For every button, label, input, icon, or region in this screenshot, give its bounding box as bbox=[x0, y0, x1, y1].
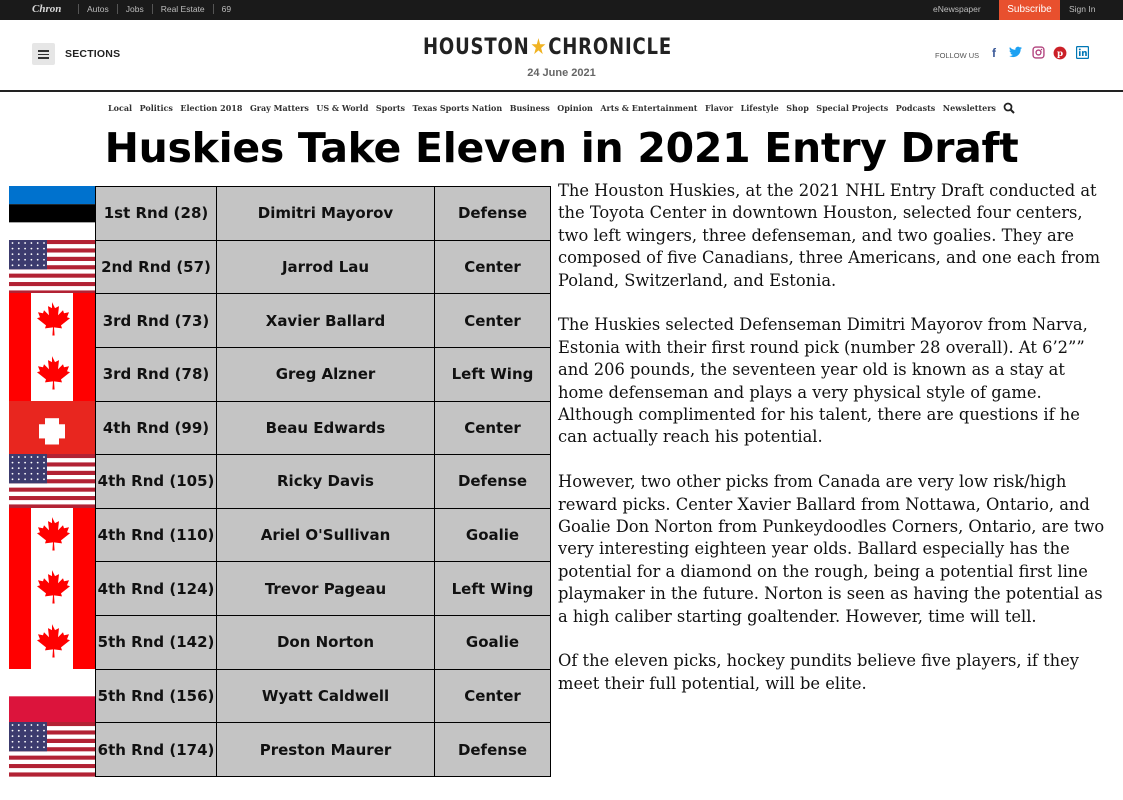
player-position: Defense bbox=[434, 722, 551, 777]
player-position: Defense bbox=[434, 186, 551, 241]
pick-round: 3rd Rnd (73) bbox=[95, 293, 217, 348]
table-row bbox=[9, 240, 551, 295]
linkedin-icon[interactable] bbox=[1075, 46, 1089, 60]
pick-round: 5th Rnd (142) bbox=[95, 615, 217, 670]
subscribe-button[interactable]: Subscribe bbox=[999, 0, 1060, 20]
canada-flag-icon bbox=[9, 293, 95, 348]
twitter-icon[interactable] bbox=[1008, 46, 1022, 60]
player-name: Preston Maurer bbox=[216, 722, 435, 777]
player-position: Left Wing bbox=[434, 561, 551, 616]
poland-flag-icon bbox=[9, 669, 95, 724]
usa-flag-icon bbox=[9, 240, 95, 295]
table-row bbox=[9, 401, 551, 456]
nav-item-shop[interactable]: Shop bbox=[786, 103, 809, 113]
player-name: Ariel O'Sullivan bbox=[216, 508, 435, 563]
table-row bbox=[9, 722, 551, 777]
nav-item-business[interactable]: Business bbox=[509, 103, 550, 113]
nav-item-arts-entertainment[interactable]: Arts & Entertainment bbox=[600, 103, 698, 113]
player-position: Center bbox=[434, 293, 551, 348]
table-row bbox=[9, 615, 551, 670]
player-name: Jarrod Lau bbox=[216, 240, 435, 295]
houston-chronicle-logo[interactable]: HOUSTON★CHRONICLE bbox=[423, 35, 673, 60]
pick-round: 2nd Rnd (57) bbox=[95, 240, 217, 295]
canada-flag-icon bbox=[9, 615, 95, 670]
player-name: Beau Edwards bbox=[216, 401, 435, 456]
pick-round: 1st Rnd (28) bbox=[95, 186, 217, 241]
canada-flag-icon bbox=[9, 508, 95, 563]
chron-logo[interactable]: Chron bbox=[32, 3, 62, 15]
nav-item-podcasts[interactable]: Podcasts bbox=[895, 103, 936, 113]
player-position: Left Wing bbox=[434, 347, 551, 402]
estonia-flag-icon bbox=[9, 186, 95, 241]
sections-button[interactable]: SECTIONS bbox=[65, 48, 121, 60]
player-position: Goalie bbox=[434, 508, 551, 563]
canada-flag-icon bbox=[9, 347, 95, 402]
player-name: Ricky Davis bbox=[216, 454, 435, 509]
table-row bbox=[9, 293, 551, 348]
article-paragraph: The Huskies selected Defenseman Dimitri Mayorov from Narva, Estonia with their first round pick (number 28 overall). At 6’2”” and 206 pounds, the seventeen year old is known as a stay at home defenseman and plays a very physical style of game. Although complimented for his talent, there are questions if he can actually reach his potential. bbox=[558, 315, 1088, 447]
nav-item-local[interactable]: Local bbox=[108, 103, 133, 113]
section-nav bbox=[108, 103, 1003, 113]
pinterest-icon[interactable] bbox=[1053, 46, 1067, 60]
nav-item-opinion[interactable]: Opinion bbox=[557, 103, 593, 113]
svg-text:p: p bbox=[1056, 48, 1064, 59]
usa-flag-icon bbox=[9, 722, 95, 777]
nav-item-gray-matters[interactable]: Gray Matters bbox=[249, 103, 309, 113]
masthead bbox=[0, 20, 1123, 92]
article-paragraph: Of the eleven picks, hockey pundits believe five players, if they meet their full potential, will be elite. bbox=[558, 651, 1079, 693]
follow-us-label: FOLLOW US bbox=[935, 51, 980, 60]
search-icon[interactable] bbox=[1003, 101, 1015, 113]
pick-round: 4th Rnd (105) bbox=[95, 454, 217, 509]
top-bar bbox=[0, 0, 1123, 20]
article-body bbox=[558, 180, 1110, 718]
table-row bbox=[9, 561, 551, 616]
player-name: Greg Alzner bbox=[216, 347, 435, 402]
top-link-real-estate[interactable]: Real Estate bbox=[152, 4, 213, 14]
pick-round: 5th Rnd (156) bbox=[95, 669, 217, 724]
enewspaper-link[interactable]: eNewspaper bbox=[933, 4, 981, 14]
nav-item-newsletters[interactable]: Newsletters bbox=[942, 103, 996, 113]
nav-item-flavor[interactable]: Flavor bbox=[704, 103, 734, 113]
article-paragraph: However, two other picks from Canada are very low risk/high reward picks. Center Xavier Ballard from Nottawa, Ontario, and Goalie Don Norton from Punkeydoodles Corners, Ontario, are two very interesting eighteen year olds. Ballard especially has the potential for a diamond on the rough, being a potential first line playmaker in the future. Norton is seen as having the potential as a high caliber starting goaltender. However, time will tell. bbox=[558, 472, 1105, 626]
top-link-weather[interactable]: 69 bbox=[213, 4, 239, 14]
sign-in-link[interactable]: Sign In bbox=[1069, 4, 1096, 14]
player-name: Wyatt Caldwell bbox=[216, 669, 435, 724]
nav-item-special-projects[interactable]: Special Projects bbox=[816, 103, 889, 113]
star-icon: ★ bbox=[530, 35, 548, 60]
player-position: Center bbox=[434, 669, 551, 724]
switzerland-flag-icon bbox=[9, 401, 95, 456]
masthead-date: 24 June 2021 bbox=[527, 67, 596, 79]
nav-item-texas-sports-nation[interactable]: Texas Sports Nation bbox=[412, 103, 503, 113]
draft-picks-table bbox=[9, 186, 551, 776]
player-position: Goalie bbox=[434, 615, 551, 670]
player-position: Center bbox=[434, 401, 551, 456]
pick-round: 4th Rnd (124) bbox=[95, 561, 217, 616]
top-link-jobs[interactable]: Jobs bbox=[117, 4, 152, 14]
top-link-autos[interactable]: Autos bbox=[78, 4, 117, 14]
player-name: Don Norton bbox=[216, 615, 435, 670]
pick-round: 4th Rnd (110) bbox=[95, 508, 217, 563]
top-links bbox=[78, 4, 239, 14]
nav-item-sports[interactable]: Sports bbox=[375, 103, 406, 113]
pick-round: 6th Rnd (174) bbox=[95, 722, 217, 777]
table-row bbox=[9, 186, 551, 241]
article-headline: Huskies Take Eleven in 2021 Entry Draft bbox=[104, 124, 1019, 172]
usa-flag-icon bbox=[9, 454, 95, 509]
pick-round: 3rd Rnd (78) bbox=[95, 347, 217, 402]
table-row bbox=[9, 669, 551, 724]
table-row bbox=[9, 454, 551, 509]
article-paragraph: The Houston Huskies, at the 2021 NHL Entry Draft conducted at the Toyota Center in downtown Houston, selected four centers, two left wingers, three defenseman, and two goalies. They are composed of five Canadians, three Americans, and one each from Poland, Switzerland, and Estonia. bbox=[558, 181, 1101, 290]
player-position: Center bbox=[434, 240, 551, 295]
table-row bbox=[9, 347, 551, 402]
instagram-icon[interactable] bbox=[1031, 46, 1045, 60]
player-name: Trevor Pageau bbox=[216, 561, 435, 616]
nav-item-politics[interactable]: Politics bbox=[139, 103, 173, 113]
nav-item-lifestyle[interactable]: Lifestyle bbox=[740, 103, 779, 113]
nav-item-election-2018[interactable]: Election 2018 bbox=[180, 103, 243, 113]
player-name: Xavier Ballard bbox=[216, 293, 435, 348]
facebook-icon[interactable]: f bbox=[992, 46, 996, 60]
pick-round: 4th Rnd (99) bbox=[95, 401, 217, 456]
player-position: Defense bbox=[434, 454, 551, 509]
hamburger-menu-icon[interactable] bbox=[32, 43, 55, 65]
player-name: Dimitri Mayorov bbox=[216, 186, 435, 241]
table-row bbox=[9, 508, 551, 563]
nav-item-us-world[interactable]: US & World bbox=[316, 103, 369, 113]
canada-flag-icon bbox=[9, 561, 95, 616]
